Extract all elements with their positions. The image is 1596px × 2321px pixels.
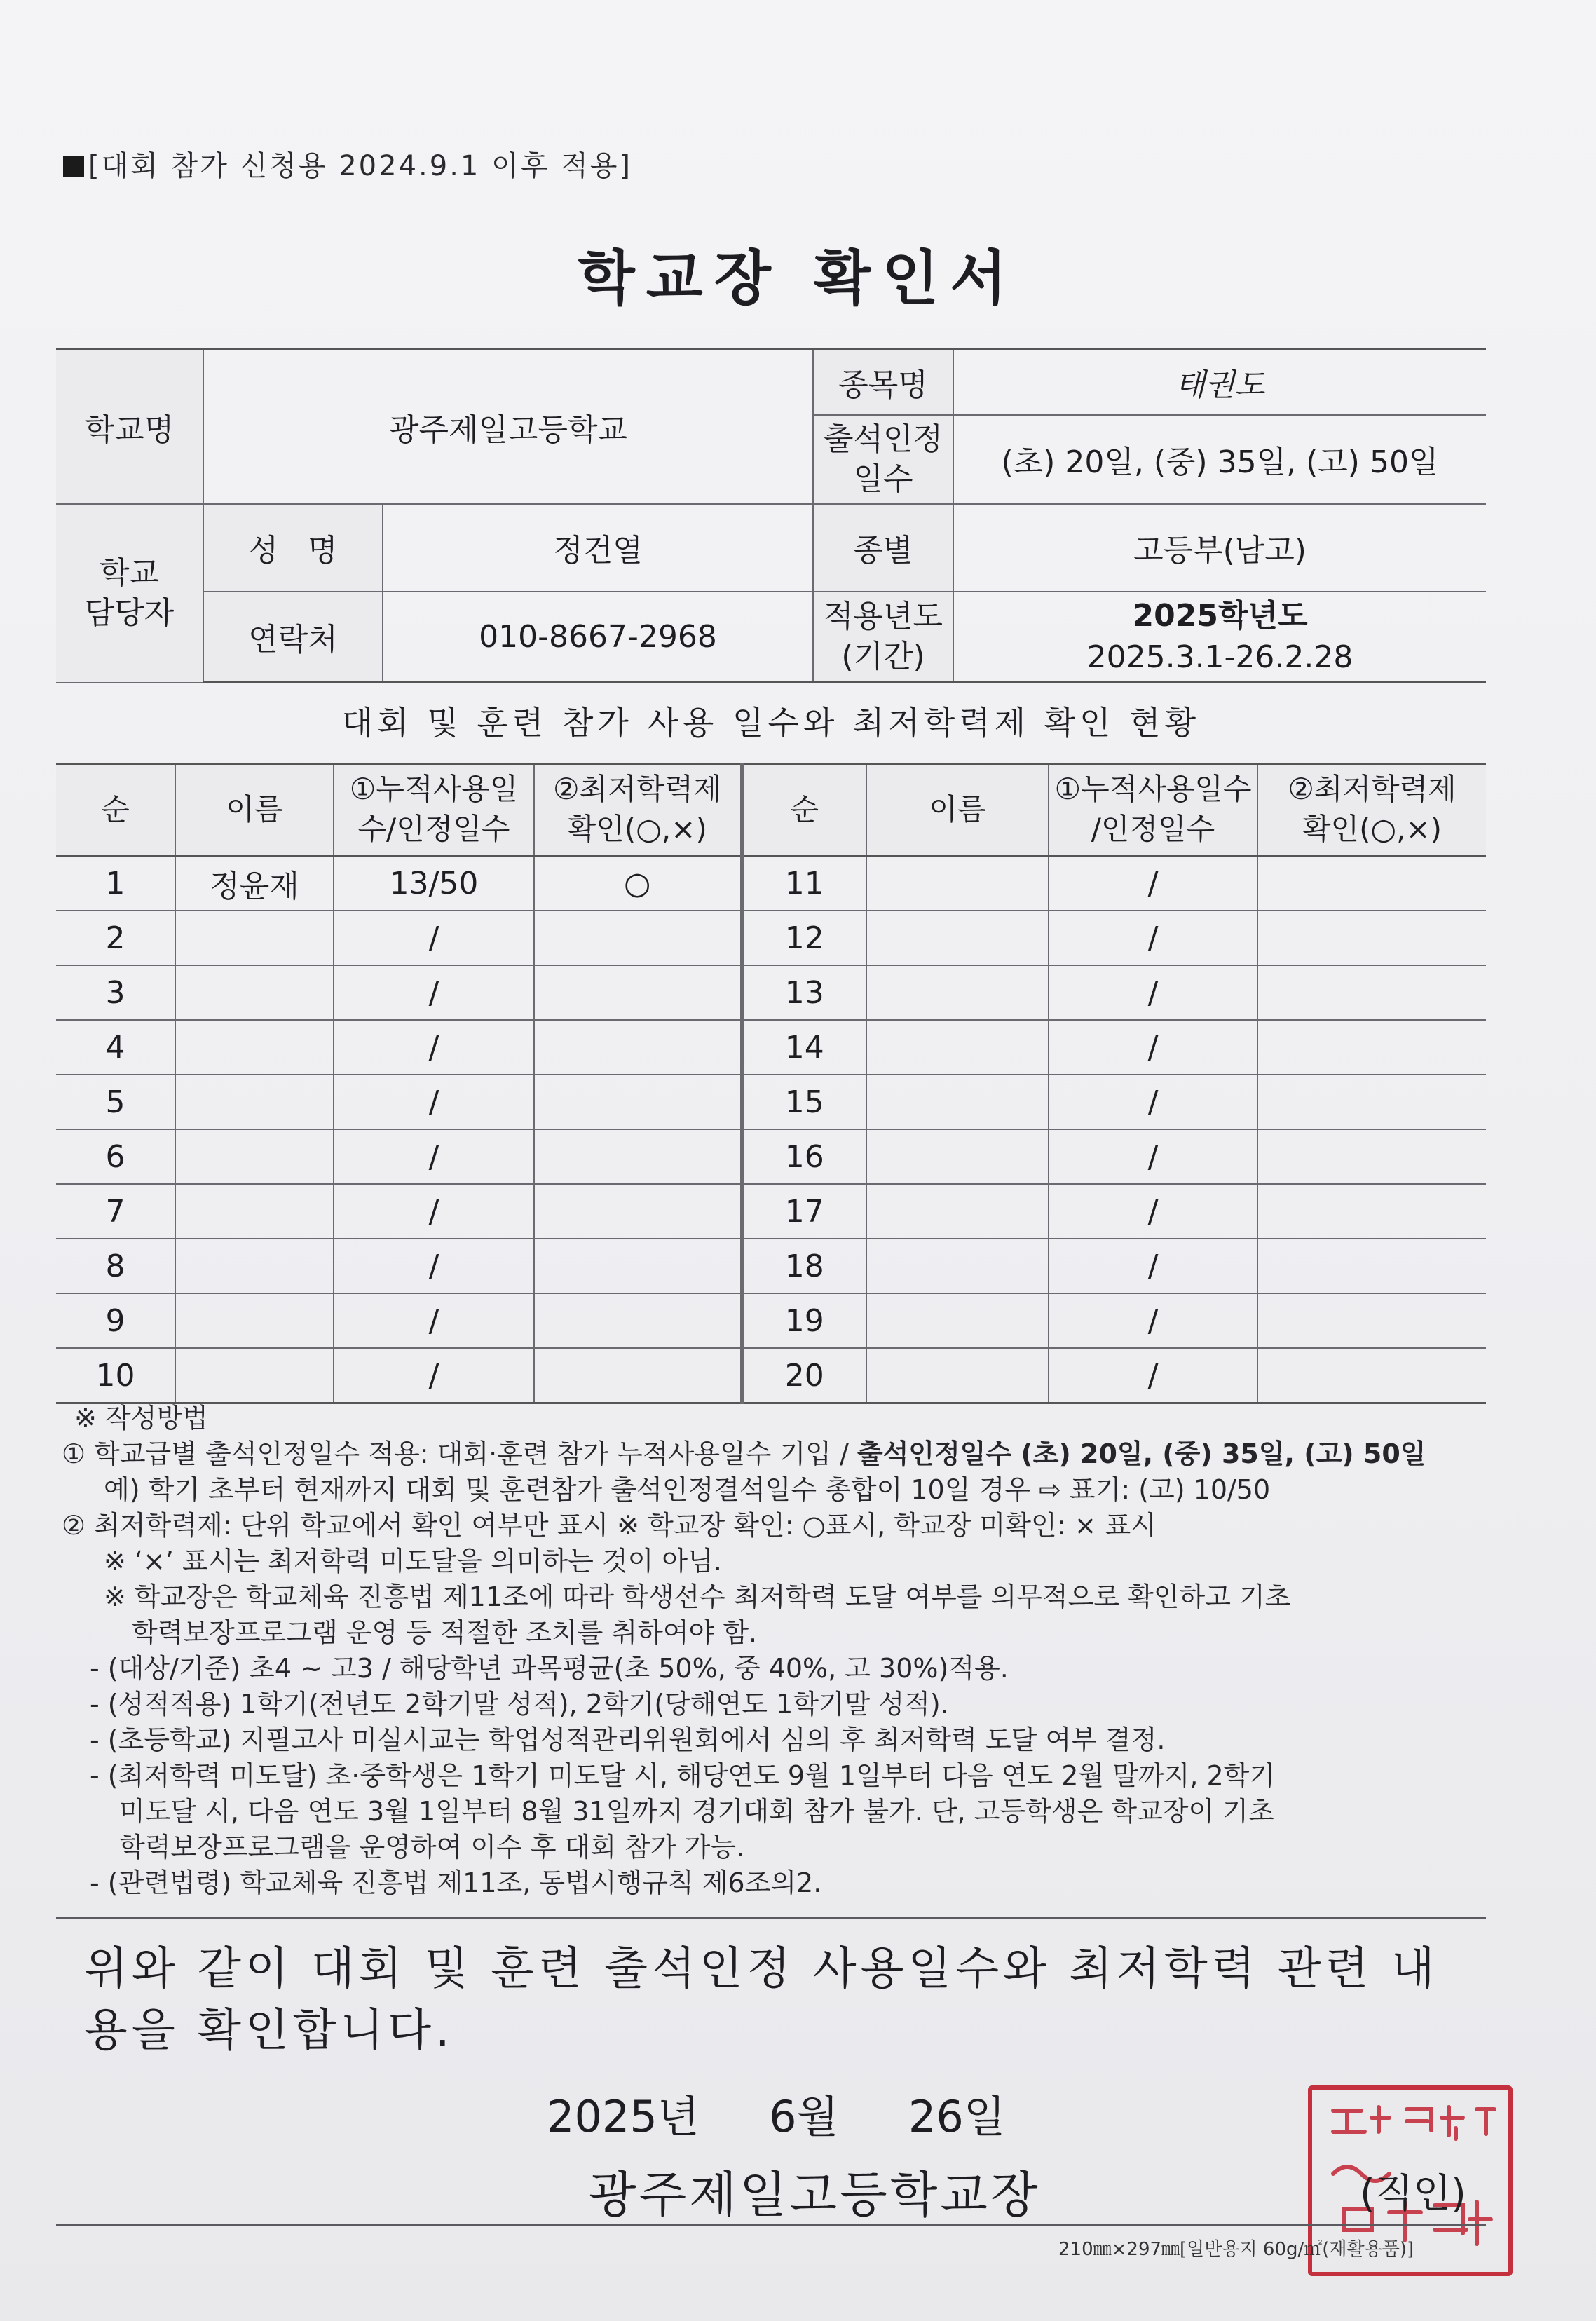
instructions-heading: ※ 작성방법	[74, 1403, 208, 1434]
square-bullet-icon	[63, 156, 84, 177]
apply-year-label: 적용년도 (기간)	[813, 592, 953, 683]
row-days-right: /	[1049, 1293, 1257, 1348]
detail-5: - (관련법령) 학교체육 진흥법 제11조, 동법시행규칙 제6조의2.	[90, 1867, 822, 1898]
note-2a: ※ ‘×’ 표시는 최저학력 미도달을 의미하는 것이 아님.	[104, 1546, 722, 1577]
row-no-right: 12	[742, 911, 866, 965]
row-no-right: 16	[742, 1129, 866, 1184]
row-no: 5	[56, 1075, 175, 1129]
sport-label: 종목명	[813, 350, 953, 415]
row-days: /	[334, 1239, 534, 1293]
row-days: /	[334, 1348, 534, 1403]
seal-label: (직인)	[1360, 2171, 1466, 2217]
row-name-right	[866, 1129, 1049, 1184]
row-check-right	[1257, 1348, 1486, 1403]
table-row	[56, 1184, 1486, 1239]
row-check-right	[1257, 1239, 1486, 1293]
row-no-right: 15	[742, 1075, 866, 1129]
row-check-right	[1257, 1293, 1486, 1348]
table-row	[56, 965, 1486, 1020]
row-no-right: 20	[742, 1348, 866, 1403]
row-no: 7	[56, 1184, 175, 1239]
row-no: 6	[56, 1129, 175, 1184]
row-days: /	[334, 965, 534, 1020]
roster-table	[56, 763, 1486, 1404]
row-check	[534, 1184, 742, 1239]
contact-label: 연락처	[203, 592, 383, 683]
row-no-right: 18	[742, 1239, 866, 1293]
attendance-days-value: (초) 20일, (중) 35일, (고) 50일	[953, 415, 1486, 504]
detail-3: - (초등학교) 지필고사 미실시교는 학업성적관리위원회에서 심의 후 최저학력 도달 여부 결정.	[90, 1724, 1166, 1755]
row-check	[534, 1020, 742, 1075]
col-check-header-right: ②최저학력제 확인(○,×)	[1257, 764, 1486, 856]
row-no: 10	[56, 1348, 175, 1403]
col-no-header: 순	[56, 764, 175, 856]
detail-4b: 미도달 시, 다음 연도 3월 1일부터 8월 31일까지 경기대회 참가 불가. 단, 고등학생은 학교장이 기초	[119, 1796, 1274, 1827]
row-name-right	[866, 1075, 1049, 1129]
apply-year-value: 2025학년도	[1132, 597, 1308, 634]
table-row	[56, 856, 1486, 911]
row-name-right	[866, 1184, 1049, 1239]
row-name-right	[866, 965, 1049, 1020]
row-no: 2	[56, 911, 175, 965]
contact-value: 010-8667-2968	[383, 592, 813, 683]
row-no: 1	[56, 856, 175, 911]
row-name-right	[866, 1293, 1049, 1348]
row-check-right	[1257, 965, 1486, 1020]
row-check-right	[1257, 1129, 1486, 1184]
row-days-right: /	[1049, 965, 1257, 1020]
attendance-days-label: 출석인정 일수	[813, 415, 953, 504]
date-day: 26일	[908, 2091, 1006, 2142]
row-days: 13/50	[334, 856, 534, 911]
row-no: 9	[56, 1293, 175, 1348]
row-days-right: /	[1049, 856, 1257, 911]
col-days-header-right: ①누적사용일수 /인정일수	[1049, 764, 1257, 856]
row-days-right: /	[1049, 1184, 1257, 1239]
row-check	[534, 911, 742, 965]
note-1-example: 예) 학기 초부터 현재까지 대회 및 훈련참가 출석인정결석일수 총합이 10일 경우 ⇨ 표기: (고) 10/50	[104, 1474, 1271, 1505]
row-name	[175, 1239, 334, 1293]
col-days-header: ①누적사용일 수/인정일수	[334, 764, 534, 856]
detail-2: - (성적적용) 1학기(전년도 2학기말 성적), 2학기(당해연도 1학기말 성적).	[90, 1689, 949, 1720]
note-2: ② 최저학력제: 단위 학교에서 확인 여부만 표시 ※ 학교장 확인: ○표시, 학교장 미확인: × 표시	[62, 1510, 1157, 1541]
row-name-right	[866, 1020, 1049, 1075]
row-check-right	[1257, 1075, 1486, 1129]
table-row	[56, 1129, 1486, 1184]
table-row	[56, 1293, 1486, 1348]
row-no: 3	[56, 965, 175, 1020]
row-check	[534, 1075, 742, 1129]
note-1	[62, 1436, 1499, 1472]
row-name	[175, 1129, 334, 1184]
row-name-right	[866, 911, 1049, 965]
row-name-right	[866, 856, 1049, 911]
row-no: 8	[56, 1239, 175, 1293]
row-check	[534, 1293, 742, 1348]
row-check-right	[1257, 856, 1486, 911]
note-1-text: ① 학교급별 출석인정일수 적용: 대회·훈련 참가 누적사용일수 기입 /	[62, 1438, 857, 1469]
divider-top	[56, 1917, 1486, 1919]
row-days: /	[334, 1075, 534, 1129]
manager-name-label: 성 명	[203, 504, 383, 592]
row-name	[175, 911, 334, 965]
school-name-label: 학교명	[56, 350, 203, 504]
page-title: 학교장 확인서	[578, 244, 1018, 313]
col-no-header-right: 순	[742, 764, 866, 856]
school-info-table	[56, 348, 1486, 683]
row-name	[175, 1075, 334, 1129]
manager-name-value: 정건열	[383, 504, 813, 592]
date-month: 6월	[769, 2091, 839, 2142]
date-year: 2025년	[547, 2091, 700, 2142]
row-check	[534, 1239, 742, 1293]
detail-4c: 학력보장프로그램을 운영하여 이수 후 대회 참가 가능.	[119, 1832, 745, 1863]
school-name-value: 광주제일고등학교	[203, 350, 813, 504]
col-name-header: 이름	[175, 764, 334, 856]
row-days-right: /	[1049, 1348, 1257, 1403]
category-label: 종별	[813, 504, 953, 592]
row-no: 4	[56, 1020, 175, 1075]
row-name-right	[866, 1239, 1049, 1293]
section-title: 대회 및 훈련 참가 사용 일수와 최저학력제 확인 현황	[341, 704, 1201, 742]
principal-name: 광주제일고등학교장	[589, 2166, 1041, 2224]
divider-bottom	[56, 2224, 1486, 2226]
table-row	[56, 1239, 1486, 1293]
row-no-right: 13	[742, 965, 866, 1020]
paper-spec-note: 210㎜×297㎜[일반용지 60g/㎡(재활용품)]	[1058, 2239, 1414, 2260]
row-days: /	[334, 1020, 534, 1075]
table-row	[56, 1075, 1486, 1129]
row-days-right: /	[1049, 1075, 1257, 1129]
table-row	[56, 911, 1486, 965]
apply-period-value: 2025.3.1-26.2.28	[1086, 639, 1353, 676]
confirmation-text: 위와 같이 대회 및 훈련 출석인정 사용일수와 최저학력 관련 내용을 확인합니다.	[84, 1943, 1439, 2057]
row-days: /	[334, 1184, 534, 1239]
row-check	[534, 1348, 742, 1403]
row-check	[534, 1129, 742, 1184]
row-no-right: 17	[742, 1184, 866, 1239]
row-name: 정윤재	[175, 856, 334, 911]
row-check: ○	[534, 856, 742, 911]
row-name	[175, 1020, 334, 1075]
row-check-right	[1257, 1020, 1486, 1075]
detail-1: - (대상/기준) 초4 ~ 고3 / 해당학년 과목평균(초 50%, 중 40%, 고 30%)적용.	[90, 1653, 1009, 1684]
row-name-right	[866, 1348, 1049, 1403]
row-check	[534, 965, 742, 1020]
row-days-right: /	[1049, 1129, 1257, 1184]
row-name	[175, 1348, 334, 1403]
row-no-right: 14	[742, 1020, 866, 1075]
sport-value: 태권도	[953, 350, 1486, 415]
row-days: /	[334, 1293, 534, 1348]
row-days: /	[334, 1129, 534, 1184]
category-value: 고등부(남고)	[953, 504, 1486, 592]
school-manager-label: 학교 담당자	[56, 504, 203, 683]
row-days-right: /	[1049, 1020, 1257, 1075]
row-days: /	[334, 911, 534, 965]
row-check-right	[1257, 911, 1486, 965]
row-no-right: 11	[742, 856, 866, 911]
apply-year-cell	[953, 592, 1486, 683]
issue-date	[547, 2082, 1006, 2144]
note-2b: ※ 학교장은 학교체육 진흥법 제11조에 따라 학생선수 최저학력 도달 여부를 의무적으로 확인하고 기초	[104, 1581, 1291, 1612]
note-2c: 학력보장프로그램 운영 등 적절한 조치를 취하여야 함.	[132, 1617, 758, 1648]
table-row	[56, 1348, 1486, 1403]
table-row	[56, 1020, 1486, 1075]
row-check-right	[1257, 1184, 1486, 1239]
row-name	[175, 1184, 334, 1239]
row-days-right: /	[1049, 1239, 1257, 1293]
row-days-right: /	[1049, 911, 1257, 965]
col-name-header-right: 이름	[866, 764, 1049, 856]
row-name	[175, 1293, 334, 1348]
detail-4: - (최저학력 미도달) 초·중학생은 1학기 미도달 시, 해당연도 9월 1일부터 다음 연도 2월 말까지, 2학기	[90, 1760, 1276, 1791]
note-1-bold: 출석인정일수 (초) 20일, (중) 35일, (고) 50일	[857, 1438, 1426, 1469]
header-note: [대회 참가 신청용 2024.9.1 이후 적용]	[63, 144, 632, 184]
instructions	[62, 1401, 1499, 1901]
row-name	[175, 965, 334, 1020]
col-check-header: ②최저학력제 확인(○,×)	[534, 764, 742, 856]
row-no-right: 19	[742, 1293, 866, 1348]
